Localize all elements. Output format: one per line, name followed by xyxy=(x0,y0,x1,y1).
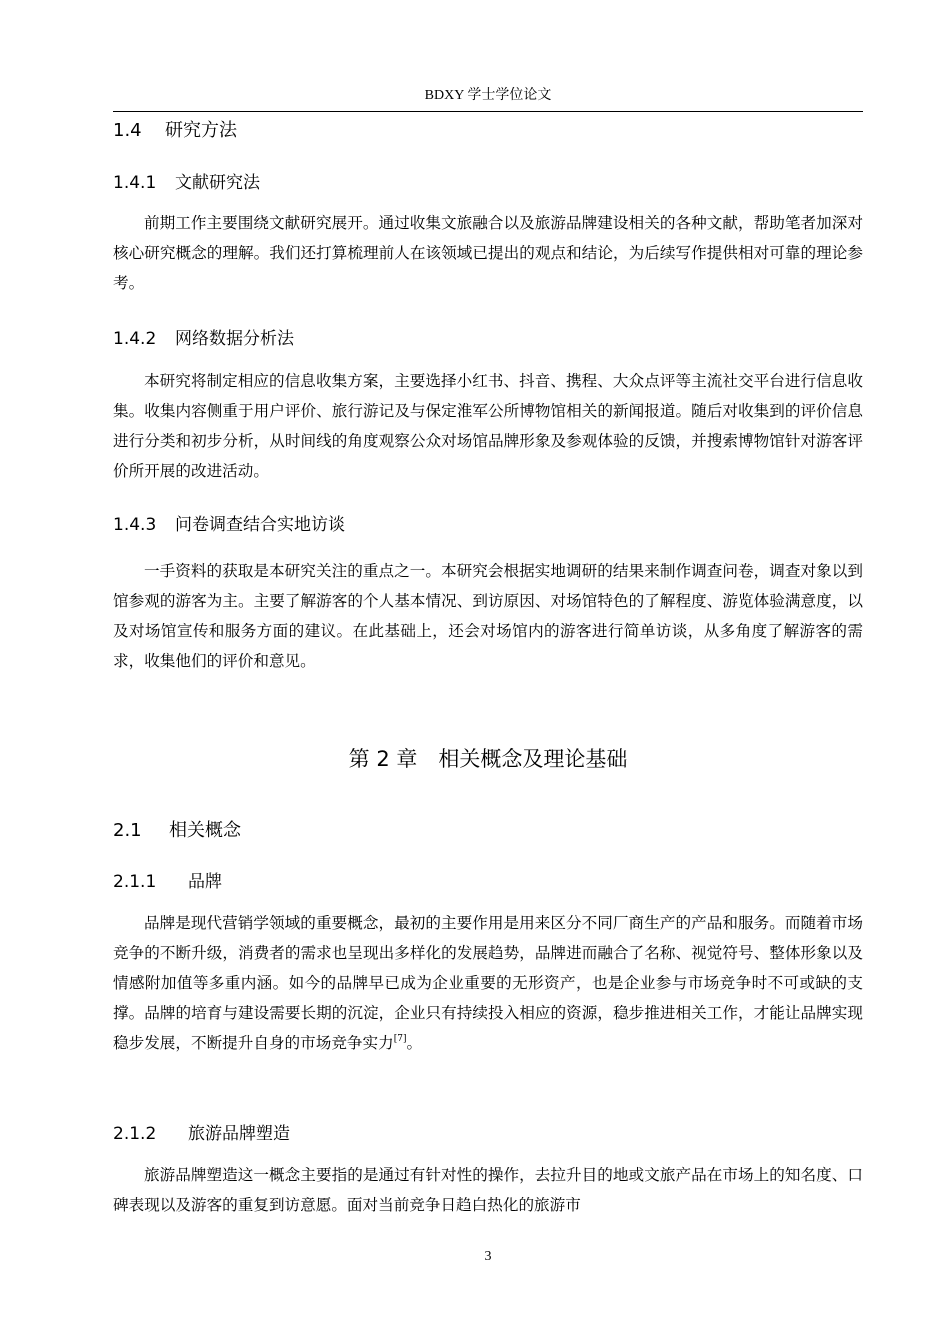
subsection-number: 1.4.3 xyxy=(113,515,157,535)
section-number: 1.4 xyxy=(113,120,142,141)
paragraph-end: 。 xyxy=(406,1034,423,1052)
section-title: 研究方法 xyxy=(165,120,237,141)
subsection-heading-1-4-2 xyxy=(113,328,294,350)
subsection-title: 品牌 xyxy=(188,872,222,892)
paragraph-2-1-1 xyxy=(113,908,863,1058)
subsection-heading-1-4-1 xyxy=(113,172,260,194)
subsection-number: 1.4.1 xyxy=(113,173,157,193)
paragraph-text: 品牌是现代营销学领域的重要概念，最初的主要作用是用来区分不同厂商生产的产品和服务。而随着市场竞争的不断升级，消费者的需求也呈现出多样化的发展趋势，品牌进而融合了名称、视觉符号、整体形象以及情感附加值等多重内涵。如今的品牌早已成为企业重要的无形资产，也是企业参与市场竞争时不可或缺的支撑。品牌的培育与建设需要长期的沉淀，企业只有持续投入相应的资源，稳步推进相关工作，才能让品牌实现稳步发展，不断提升自身的市场竞争实力 xyxy=(113,914,863,1052)
subsection-number: 2.1.1 xyxy=(113,872,157,892)
subsection-heading-1-4-3 xyxy=(113,514,345,536)
subsection-title: 旅游品牌塑造 xyxy=(188,1124,290,1144)
subsection-title: 问卷调查结合实地访谈 xyxy=(175,515,345,535)
subsection-number: 2.1.2 xyxy=(113,1124,157,1144)
paragraph-2-1-2: 旅游品牌塑造这一概念主要指的是通过有针对性的操作，去拉升目的地或文旅产品在市场上的知名度、口碑表现以及游客的重复到访意愿。面对当前竞争日趋白热化的旅游市 xyxy=(113,1166,863,1214)
subsection-title: 网络数据分析法 xyxy=(175,329,294,349)
chapter-title: 第 2 章 相关概念及理论基础 xyxy=(348,747,628,771)
page-number: 3 xyxy=(484,1249,492,1264)
paragraph-1-4-3: 一手资料的获取是本研究关注的重点之一。本研究会根据实地调研的结果来制作调查问卷，调查对象以到馆参观的游客为主。主要了解游客的个人基本情况、到访原因、对场馆特色的了解程度、游览体验满意度，以及对场馆宣传和服务方面的建议。在此基础上，还会对场馆内的游客进行简单访谈，从多角度了解游客的需求，收集他们的评价和意见。 xyxy=(113,562,863,670)
citation-marker: [7] xyxy=(393,1034,407,1044)
subsection-heading-2-1-1 xyxy=(113,871,222,893)
paragraph-1-4-2: 本研究将制定相应的信息收集方案，主要选择小红书、抖音、携程、大众点评等主流社交平台进行信息收集。收集内容侧重于用户评价、旅行游记及与保定淮军公所博物馆相关的新闻报道。随后对收集到的评价信息进行分类和初步分析，从时间线的角度观察公众对场馆品牌形象及参观体验的反馈，并搜索博物馆针对游客评价所开展的改进活动。 xyxy=(113,372,863,480)
section-heading-1-4 xyxy=(113,119,237,143)
running-header: BDXY 学士学位论文 xyxy=(424,88,552,103)
subsection-heading-2-1-2 xyxy=(113,1123,290,1145)
header-rule xyxy=(113,111,863,112)
paragraph-1-4-1: 前期工作主要围绕文献研究展开。通过收集文旅融合以及旅游品牌建设相关的各种文献，帮助笔者加深对核心研究概念的理解。我们还打算梳理前人在该领域已提出的观点和结论，为后续写作提供相对可靠的理论参考。 xyxy=(113,214,863,292)
section-heading-2-1 xyxy=(113,819,241,843)
section-number: 2.1 xyxy=(113,820,142,841)
subsection-title: 文献研究法 xyxy=(175,173,260,193)
section-title: 相关概念 xyxy=(169,820,241,841)
subsection-number: 1.4.2 xyxy=(113,329,157,349)
